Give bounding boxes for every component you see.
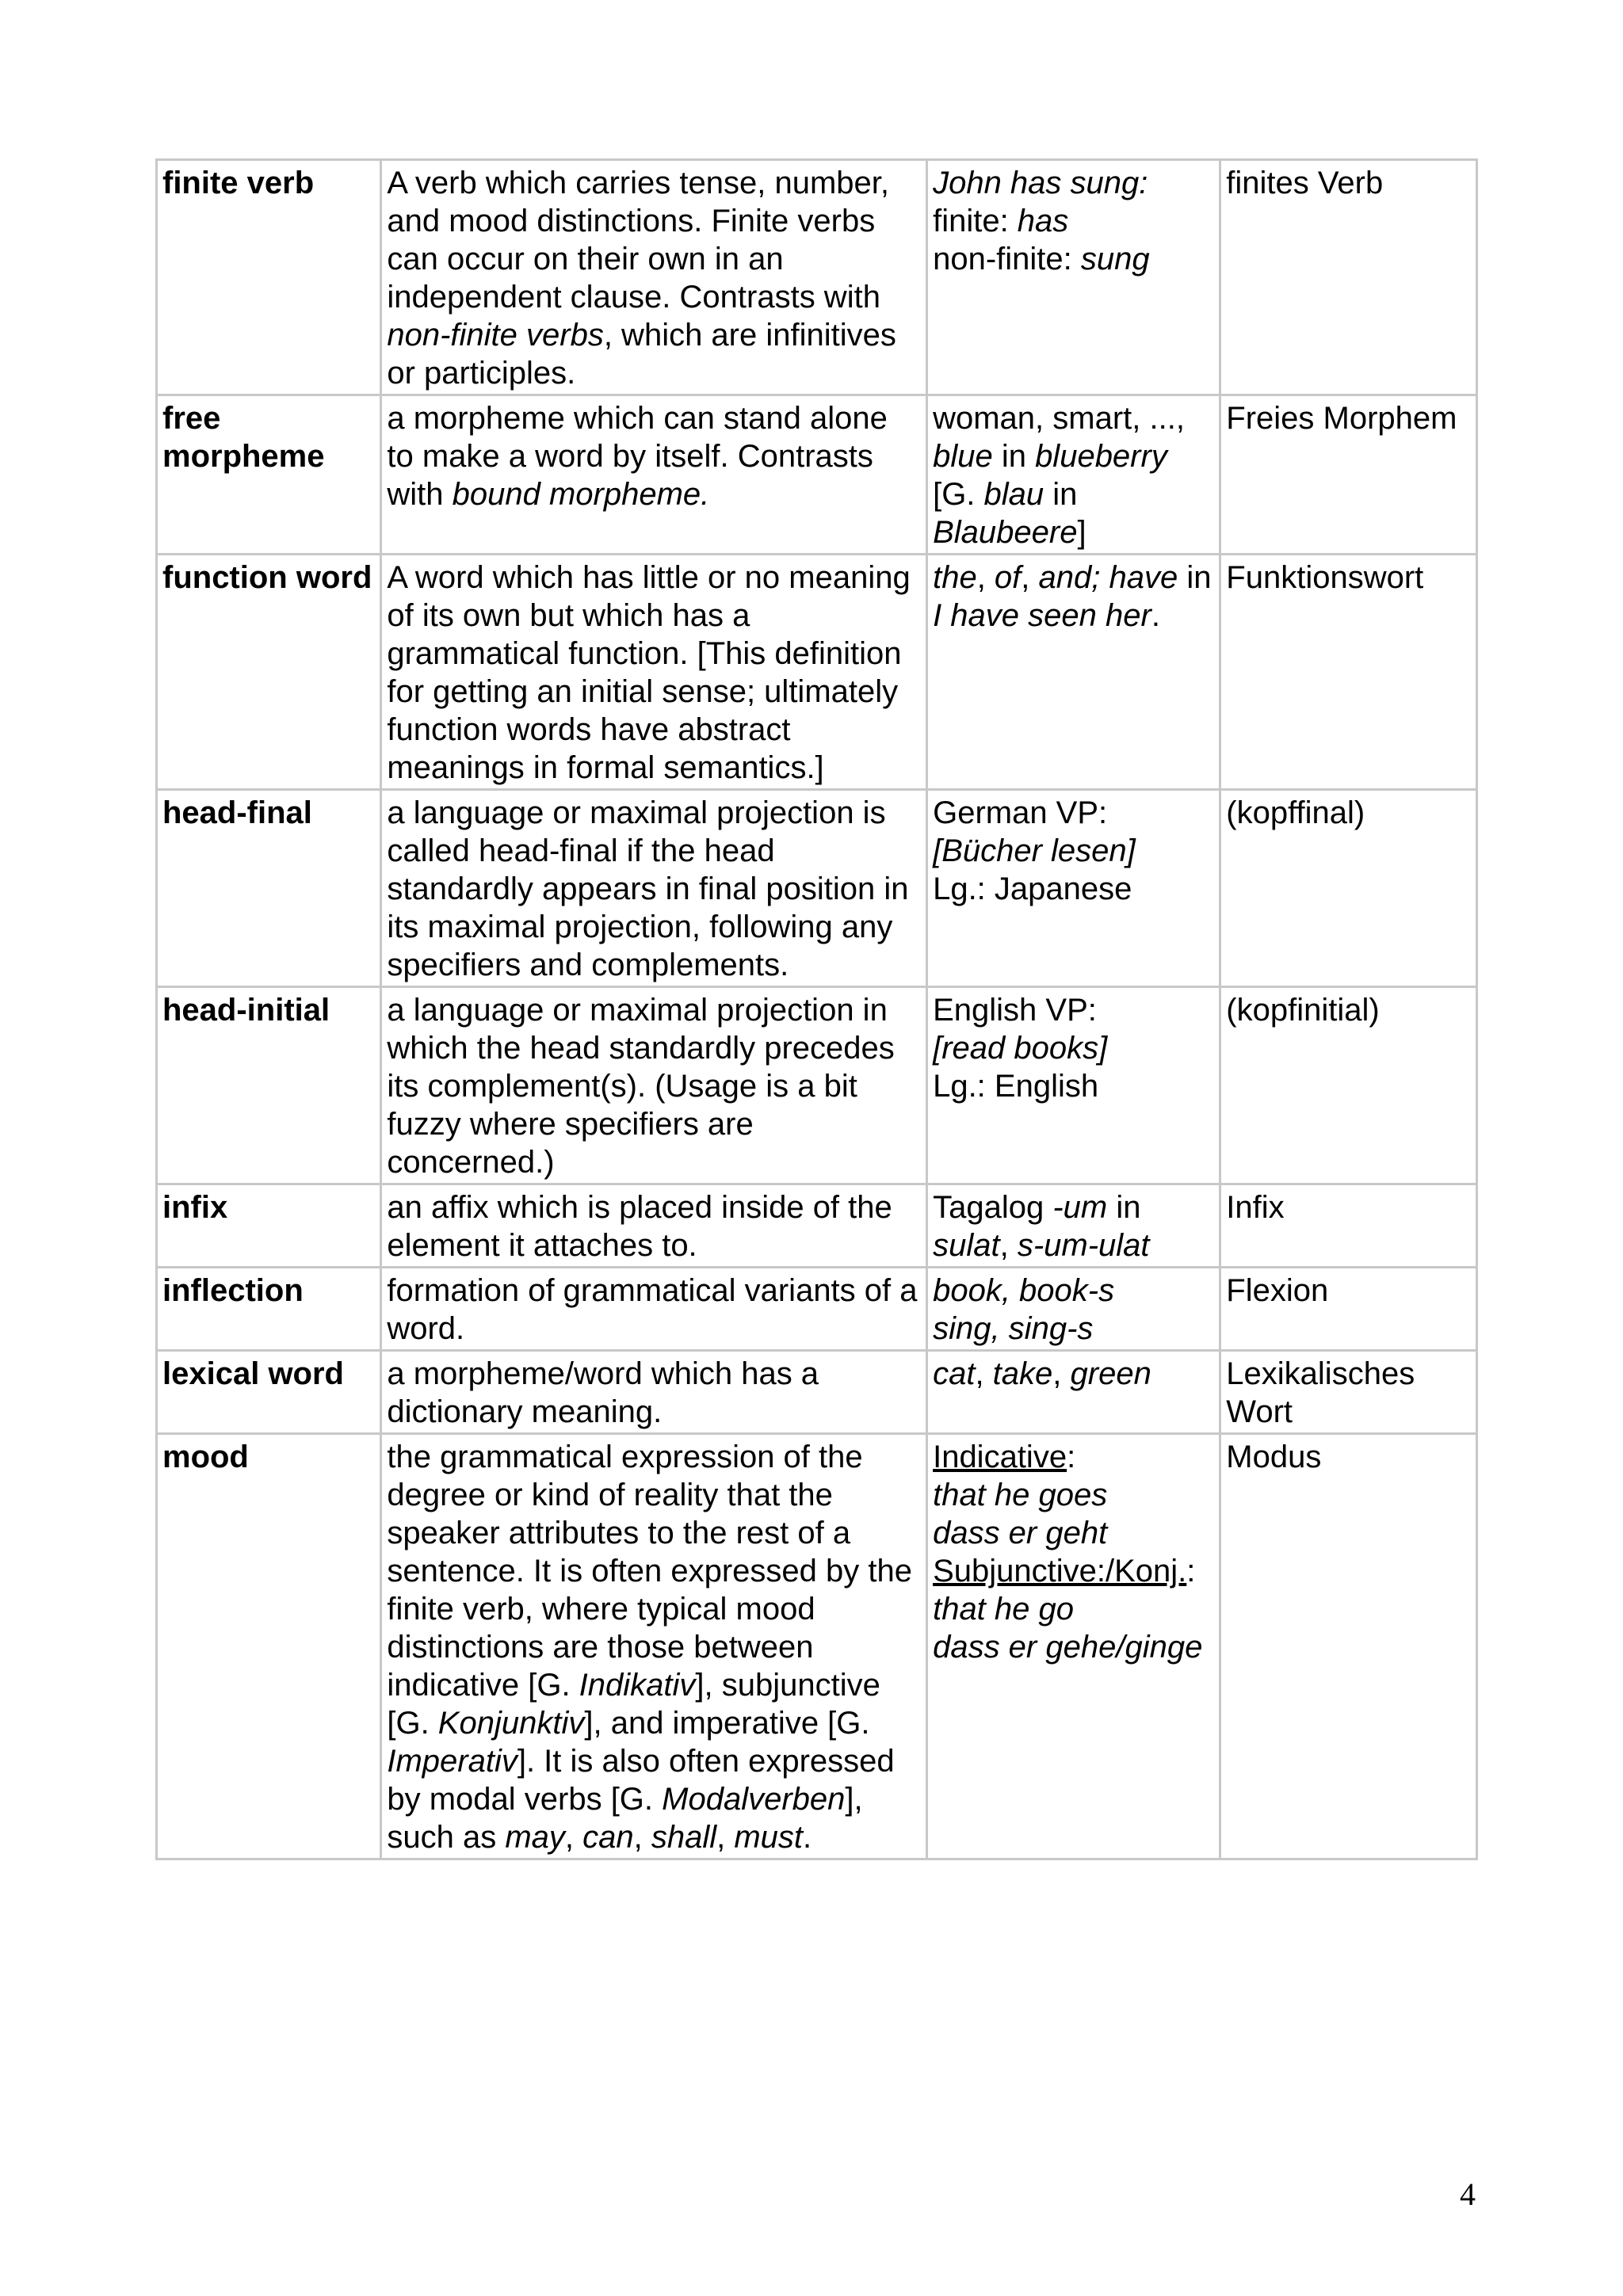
text-run: woman, smart, ..., <box>933 401 1185 436</box>
italic-text: of <box>994 560 1022 595</box>
italic-text: Imperativ <box>387 1744 517 1779</box>
example-line <box>933 1476 1214 1514</box>
text-run: , <box>976 560 995 595</box>
term-cell: inflection <box>157 1268 381 1351</box>
text-run: an affix which is placed inside of the element it attaches to. <box>387 1190 892 1263</box>
german-term-cell: (kopffinal) <box>1220 790 1477 987</box>
definition-cell <box>381 1268 927 1351</box>
text-run: German VP: <box>933 795 1108 830</box>
example-line <box>933 1514 1214 1552</box>
italic-text: green <box>1070 1356 1151 1391</box>
text-run: a language or maximal projection in which the head standardly precedes its complement(s). (Usage is a bit fuzzy where specifiers are concerned.) <box>387 993 895 1180</box>
definition-cell <box>381 395 927 555</box>
term-cell: mood <box>157 1434 381 1859</box>
definition-cell <box>381 987 927 1184</box>
glossary-row <box>157 1351 1477 1434</box>
term-cell: lexical word <box>157 1351 381 1434</box>
example-line <box>933 1628 1214 1666</box>
text-run: ], and imperative [G. <box>584 1706 870 1741</box>
italic-text: cat <box>933 1356 976 1391</box>
term-cell: infix <box>157 1184 381 1268</box>
italic-text: has <box>1017 204 1069 238</box>
italic-text: blau <box>983 477 1044 512</box>
example-line <box>933 832 1214 870</box>
example-cell <box>927 395 1220 555</box>
glossary-row <box>157 1434 1477 1859</box>
german-term-cell: Flexion <box>1220 1268 1477 1351</box>
text-run: , <box>975 1356 993 1391</box>
text-run: in <box>1107 1190 1141 1225</box>
term-cell: finite verb <box>157 160 381 395</box>
example-line <box>933 1272 1214 1310</box>
text-run: : <box>1186 1554 1196 1589</box>
italic-text: blue <box>933 439 993 474</box>
german-term-cell: Lexikalisches Wort <box>1220 1351 1477 1434</box>
example-line <box>933 870 1214 908</box>
definition-cell <box>381 790 927 987</box>
text-run: ], subjunctive [G. <box>387 1668 880 1741</box>
text-run: a morpheme/word which has a dictionary meaning. <box>387 1356 819 1429</box>
text-run: finite: <box>933 204 1018 238</box>
example-line <box>933 559 1214 635</box>
underlined-text: Subjunctive:/Konj. <box>933 1554 1187 1589</box>
example-line <box>933 1355 1214 1393</box>
german-term-cell: Infix <box>1220 1184 1477 1268</box>
glossary-row <box>157 987 1477 1184</box>
definition-cell <box>381 160 927 395</box>
example-line <box>933 1029 1214 1067</box>
italic-text: Indikativ <box>579 1668 696 1703</box>
example-line <box>933 991 1214 1029</box>
text-run: in <box>1178 560 1212 595</box>
text-run: . <box>803 1820 812 1855</box>
german-term-cell: Funktionswort <box>1220 555 1477 790</box>
example-line <box>933 202 1214 240</box>
text-run: ], such as <box>387 1782 863 1855</box>
italic-text: the <box>933 560 977 595</box>
example-cell <box>927 790 1220 987</box>
example-cell <box>927 555 1220 790</box>
text-run: , <box>564 1820 583 1855</box>
text-run: formation of grammatical variants of a word. <box>387 1273 918 1346</box>
italic-text: I have seen her <box>933 598 1151 633</box>
text-run: Lg.: Japanese <box>933 871 1132 906</box>
italic-text: dass er gehe/ginge <box>933 1630 1203 1665</box>
italic-text: -um <box>1052 1190 1108 1225</box>
term-cell: head-final <box>157 790 381 987</box>
example-cell <box>927 1268 1220 1351</box>
example-line <box>933 794 1214 832</box>
text-run: A verb which carries tense, number, and mood distinctions. Finite verbs can occur on their own in an independent clause. Contrasts with <box>387 166 889 315</box>
italic-text: [read books] <box>933 1031 1108 1066</box>
example-line <box>933 1590 1214 1628</box>
text-run: ]. It is also often expressed by modal verbs [G. <box>387 1744 895 1817</box>
german-term-cell: Freies Morphem <box>1220 395 1477 555</box>
definition-cell <box>381 1184 927 1268</box>
italic-text: sung <box>1080 242 1150 277</box>
text-run: Tagalog <box>933 1190 1053 1225</box>
text-run: English VP: <box>933 993 1097 1028</box>
text-run: Lg.: English <box>933 1069 1099 1104</box>
italic-text: Konjunktiv <box>437 1706 585 1741</box>
glossary-row <box>157 395 1477 555</box>
underlined-text: Indicative <box>933 1440 1067 1474</box>
italic-text: that he goes <box>933 1478 1108 1512</box>
text-run: in <box>992 439 1036 474</box>
example-line <box>933 1310 1214 1348</box>
text-run: ] <box>1077 515 1086 550</box>
italic-text: [Bücher lesen] <box>933 833 1136 868</box>
italic-text: and; have <box>1038 560 1178 595</box>
glossary-table <box>155 158 1478 1860</box>
page-number: 4 <box>1460 2176 1476 2212</box>
italic-text: must <box>734 1820 804 1855</box>
text-run: [G. <box>933 477 984 512</box>
italic-text: book, book-s <box>933 1273 1115 1308</box>
text-run: a language or maximal projection is called head-final if the head standardly appears in final position in its maximal projection, following any specifiers and complements. <box>387 795 909 982</box>
italic-text: may <box>505 1820 565 1855</box>
glossary-row <box>157 160 1477 395</box>
text-run: the grammatical expression of the degree or kind of reality that the speaker attributes to the rest of a sentence. It is often expressed by the finite verb, where typical mood distinctions are those between indicative [G. <box>387 1440 912 1703</box>
text-run: : <box>1067 1440 1076 1474</box>
example-line <box>933 164 1214 202</box>
german-term-cell: Modus <box>1220 1434 1477 1859</box>
term-cell: function word <box>157 555 381 790</box>
example-line <box>933 1188 1214 1264</box>
italic-text: non-finite verbs <box>387 318 604 353</box>
text-run: , which are infinitives or participles. <box>387 318 896 391</box>
term-cell: free morpheme <box>157 395 381 555</box>
example-line <box>933 1067 1214 1105</box>
german-term-cell: (kopfinitial) <box>1220 987 1477 1184</box>
example-cell <box>927 1184 1220 1268</box>
italic-text: sulat <box>933 1228 1000 1263</box>
term-cell: head-initial <box>157 987 381 1184</box>
italic-text: s-um-ulat <box>1017 1228 1150 1263</box>
example-cell <box>927 160 1220 395</box>
text-run: a morpheme which can stand alone to make a word by itself. Contrasts with <box>387 401 888 512</box>
italic-text: dass er geht <box>933 1516 1108 1550</box>
example-line <box>933 1552 1214 1590</box>
example-cell <box>927 987 1220 1184</box>
italic-text: can <box>582 1820 634 1855</box>
text-run: in <box>1044 477 1078 512</box>
glossary-row <box>157 1184 1477 1268</box>
definition-cell <box>381 1434 927 1859</box>
example-cell <box>927 1351 1220 1434</box>
glossary-row <box>157 1268 1477 1351</box>
glossary-row <box>157 555 1477 790</box>
italic-text: blueberry <box>1035 439 1167 474</box>
italic-text: shall <box>651 1820 717 1855</box>
text-run: . <box>1151 598 1160 633</box>
text-run: , <box>1021 560 1039 595</box>
italic-text: sing, sing-s <box>933 1311 1094 1346</box>
italic-text: bound morpheme. <box>452 477 710 512</box>
definition-cell <box>381 555 927 790</box>
text-run: A word which has little or no meaning of its own but which has a grammatical function. [This definition for getting an initial sense; ultimately function words have abstract meanings in formal semantics.] <box>387 560 911 785</box>
italic-text: that he go <box>933 1592 1075 1627</box>
definition-cell <box>381 1351 927 1434</box>
example-line <box>933 240 1214 278</box>
italic-text: John has sung: <box>933 166 1148 200</box>
italic-text: Modalverben <box>662 1782 846 1817</box>
glossary-body <box>157 160 1477 1859</box>
german-term-cell: finites Verb <box>1220 160 1477 395</box>
text-run: non-finite: <box>933 242 1081 277</box>
text-run: , <box>1052 1356 1071 1391</box>
text-run: , <box>999 1228 1018 1263</box>
example-cell <box>927 1434 1220 1859</box>
example-line <box>933 399 1214 551</box>
text-run: , <box>633 1820 651 1855</box>
text-run: , <box>716 1820 735 1855</box>
italic-text: take <box>992 1356 1053 1391</box>
italic-text: Blaubeere <box>933 515 1078 550</box>
glossary-row <box>157 790 1477 987</box>
example-line <box>933 1438 1214 1476</box>
